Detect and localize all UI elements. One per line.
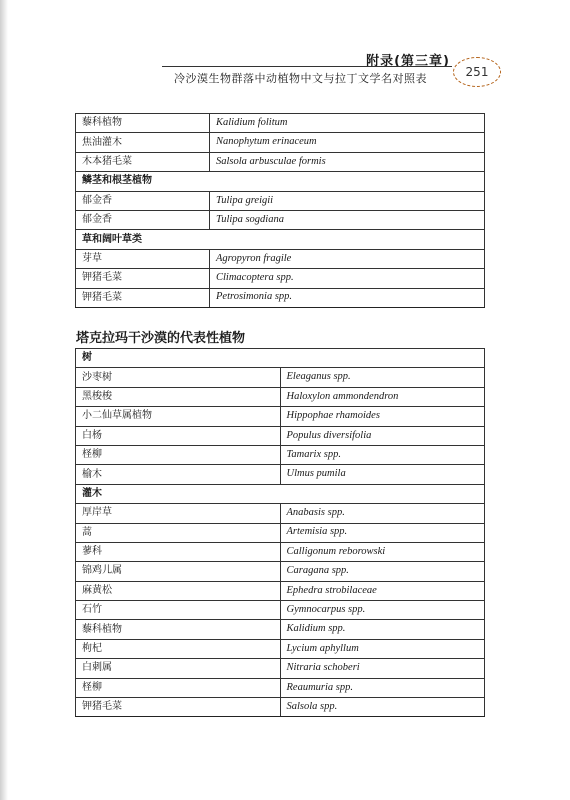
header-rule (162, 66, 452, 67)
table-row (76, 368, 485, 387)
chinese-name-cell: 石竹 (76, 601, 281, 620)
chinese-name-cell: 沙枣树 (76, 368, 281, 387)
table-row (76, 542, 485, 561)
category-label: 灌木 (76, 484, 485, 503)
table-row (76, 562, 485, 581)
latin-name-cell: Eleaganus spp. (280, 368, 485, 387)
latin-name-cell: Kalidium spp. (280, 620, 485, 639)
chinese-name-cell: 柽柳 (76, 445, 281, 464)
latin-name-cell: Hippophae rhamoides (280, 407, 485, 426)
latin-name-cell: Reaumuria spp. (280, 678, 485, 697)
latin-name-cell: Caragana spp. (280, 562, 485, 581)
latin-name-cell: Kalidium folitum (210, 114, 485, 133)
table-row (76, 133, 485, 152)
category-row (76, 230, 485, 249)
table-row (76, 581, 485, 600)
latin-name-cell: Salsola spp. (280, 698, 485, 717)
table-row (76, 678, 485, 697)
latin-name-cell: Gymnocarpus spp. (280, 601, 485, 620)
chinese-name-cell: 钾猪毛菜 (76, 698, 281, 717)
chinese-name-cell: 郁金香 (76, 191, 210, 210)
latin-name-cell: Petrosimonia spp. (210, 288, 485, 307)
chinese-name-cell: 钾猪毛菜 (76, 288, 210, 307)
chinese-name-cell: 锦鸡儿属 (76, 562, 281, 581)
latin-name-cell: Agropyron fragile (210, 249, 485, 268)
table-row (76, 698, 485, 717)
latin-name-cell: Climacoptera spp. (210, 269, 485, 288)
chinese-name-cell: 小二仙草属植物 (76, 407, 281, 426)
table-row (76, 445, 485, 464)
table-row (76, 249, 485, 268)
chinese-name-cell: 柽柳 (76, 678, 281, 697)
latin-name-cell: Tulipa sogdiana (210, 210, 485, 229)
running-title: 冷沙漠生物群落中动植物中文与拉丁文学名对照表 (174, 72, 427, 85)
category-row (76, 484, 485, 503)
chinese-name-cell: 蒿 (76, 523, 281, 542)
category-label: 树 (76, 349, 485, 368)
latin-name-cell: Lycium aphyllum (280, 639, 485, 658)
category-row (76, 349, 485, 368)
chinese-name-cell: 钾猪毛菜 (76, 269, 210, 288)
page-shadow-edge (0, 0, 8, 800)
latin-name-cell: Calligonum reborowski (280, 542, 485, 561)
table-row (76, 639, 485, 658)
latin-name-cell: Populus diversifolia (280, 426, 485, 445)
latin-name-cell: Nitraria schoberi (280, 659, 485, 678)
table-row (76, 288, 485, 307)
table-row (76, 152, 485, 171)
latin-name-cell: Salsola arbusculae formis (210, 152, 485, 171)
category-label: 草和阔叶草类 (76, 230, 485, 249)
taklamakan-plant-table (75, 348, 485, 717)
chinese-name-cell: 厚岸草 (76, 504, 281, 523)
latin-name-cell: Ephedra strobilaceae (280, 581, 485, 600)
chinese-name-cell: 藜科植物 (76, 620, 281, 639)
plant-name-table-continued (75, 113, 485, 308)
chapter-heading: 附录(第三章) (366, 54, 450, 69)
chinese-name-cell: 木本猪毛菜 (76, 152, 210, 171)
table-row (76, 620, 485, 639)
table-row (76, 191, 485, 210)
category-row (76, 172, 485, 191)
table-row (76, 426, 485, 445)
chinese-name-cell: 黑梭梭 (76, 387, 281, 406)
table-row (76, 210, 485, 229)
chinese-name-cell: 麻黄松 (76, 581, 281, 600)
category-label: 鳞茎和根茎植物 (76, 172, 485, 191)
latin-name-cell: Tulipa greigii (210, 191, 485, 210)
latin-name-cell: Ulmus pumila (280, 465, 485, 484)
latin-name-cell: Anabasis spp. (280, 504, 485, 523)
table-row (76, 114, 485, 133)
table-row (76, 465, 485, 484)
table-row (76, 659, 485, 678)
chinese-name-cell: 榆木 (76, 465, 281, 484)
table-row (76, 387, 485, 406)
page-number: 251 (453, 57, 501, 87)
chinese-name-cell: 枸杞 (76, 639, 281, 658)
chinese-name-cell: 郁金香 (76, 210, 210, 229)
latin-name-cell: Artemisia spp. (280, 523, 485, 542)
chinese-name-cell: 蓼科 (76, 542, 281, 561)
table-row (76, 523, 485, 542)
table-row (76, 407, 485, 426)
table-row (76, 601, 485, 620)
chinese-name-cell: 焦油灌木 (76, 133, 210, 152)
latin-name-cell: Nanophytum erinaceum (210, 133, 485, 152)
table-row (76, 269, 485, 288)
chinese-name-cell: 芽草 (76, 249, 210, 268)
chinese-name-cell: 藜科植物 (76, 114, 210, 133)
table-row (76, 504, 485, 523)
latin-name-cell: Tamarix spp. (280, 445, 485, 464)
latin-name-cell: Haloxylon ammondendron (280, 387, 485, 406)
chinese-name-cell: 白杨 (76, 426, 281, 445)
chinese-name-cell: 白刺属 (76, 659, 281, 678)
section-title: 塔克拉玛干沙漠的代表性植物 (76, 331, 246, 346)
